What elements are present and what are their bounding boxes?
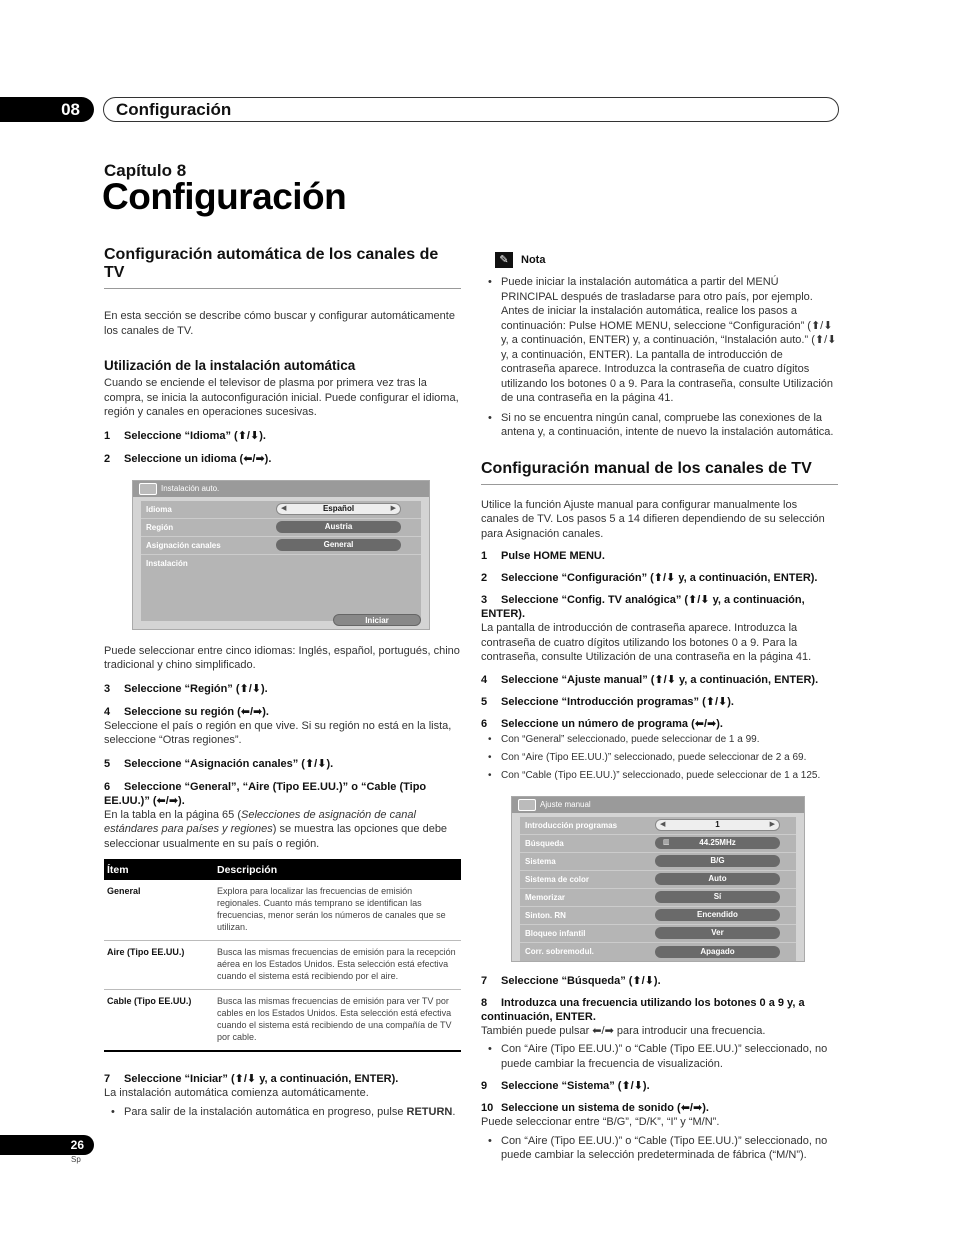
step-2: 2 Seleccione un idioma (⬅/➡).: [104, 452, 272, 465]
list-item: • Con “Aire (Tipo EE.UU.)” o “Cable (Tipo EE.UU.)” seleccionado, no puede cambiar la frecuencia de visualización.: [481, 1042, 838, 1071]
list-item: • Con “General” seleccionado, puede seleccionar de 1 a 99.: [481, 733, 838, 746]
step-3-text: La pantalla de introducción de contraseña aparece. Introduzca la contraseña de cuatro dígitos utilizando los botones 0 a 9. Para la contraseña, consulte Utilización de una contraseña en la página 41.: [481, 622, 812, 663]
step-8-text: También puede pulsar ⬅/➡ para introducir una frecuencia.: [481, 1024, 766, 1037]
osd-row-bloqueo[interactable]: Bloqueo infantil Ver: [520, 925, 796, 943]
arrow-left-icon[interactable]: ◀: [281, 505, 287, 512]
programa-selector[interactable]: ◀ 1 ▶: [655, 819, 780, 831]
step-6-bullets: [481, 733, 838, 782]
list-item: • Con “Cable (Tipo EE.UU.)” seleccionado, puede seleccionar de 1 a 125.: [481, 769, 838, 782]
region-value: Austria: [276, 521, 401, 533]
chapter-label: Capítulo 8: [104, 161, 187, 180]
page-language: Sp: [71, 1155, 81, 1164]
osd-row-region[interactable]: Región Austria: [141, 519, 421, 537]
asignacion-value: General: [276, 539, 401, 551]
osd-auto-install: [132, 480, 430, 630]
page-title: Configuración: [102, 176, 347, 217]
sub-intro: Cuando se enciende el televisor de plasma por primera vez tras la compra, se inicia la autoconfiguración inicial. Puede configurar el idioma, región y canales en operaciones sucesivas.: [104, 377, 459, 418]
page-number: 26: [0, 1135, 94, 1155]
number-keypad-icon: ▥: [663, 839, 670, 846]
step-9: 9 Seleccione “Sistema” (⬆/⬇).: [481, 1080, 650, 1092]
list-item: • Para salir de la instalación automática en progreso, pulse RETURN.: [104, 1105, 461, 1120]
osd-row-asignacion[interactable]: Asignación canales General: [141, 537, 421, 555]
osd-body: [520, 817, 796, 961]
osd-title-bar: Instalación auto.: [133, 481, 429, 497]
osd-row-sistema[interactable]: Sistema B/G: [520, 853, 796, 871]
idiomas-note: Puede seleccionar entre cinco idiomas: Inglés, español, portugués, chino tradicional y chino simplificado.: [104, 644, 460, 671]
chapter-header-bar: Configuración: [103, 97, 839, 122]
table-header-item: Ítem: [104, 859, 214, 880]
section-title-manual: Configuración manual de los canales de TV: [481, 460, 838, 485]
step-10-text: Puede seleccionar entre “B/G”, “D/K”, “I” y “M/N”.: [481, 1116, 720, 1128]
left-column: [104, 246, 461, 1119]
table-row: General Explora para localizar las frecuencias de emisión regionales. Cuanto más temprano se identifican las frecuencias, menor serán los números de canales que se utilizan.: [104, 880, 461, 941]
table-header-row: [104, 859, 461, 880]
list-item: • Puede iniciar la instalación automática a partir del MENÚ PRINCIPAL después de trasladarse para otro país, por ejemplo. Antes de iniciar la instalación automática, realice los pasos a continuación: Pulse HOME MENU, seleccione “Configuración” (⬆/⬇ y, a continuación, ENTER) y, a continuación, “Instalación auto.” (⬆/⬇ y, a continuación, ENTER). La pantalla de introducción de contraseña aparece. Introduzca la contraseña de cuatro dígitos utilizando los botones 0 a 9. Para la contraseña, consulte Utilización de una contraseña en la página 41.: [481, 275, 838, 406]
tv-icon: [518, 799, 536, 811]
chapter-number-tab: 08: [0, 97, 94, 122]
step-2: 2 Seleccione “Configuración” (⬆/⬇ y, a continuación, ENTER).: [481, 572, 818, 584]
table-row: Cable (Tipo EE.UU.) Busca las mismas frecuencias de emisión para ver TV por cables en los Estados Unidos. Esta selección está efectiva cuando el sistema está recibiendo de una compañía de TV por cable.: [104, 990, 461, 1052]
table-header-desc: Descripción: [214, 859, 461, 880]
step-4-text: Seleccione el país o región en que vive. Si su región no está en la lista, seleccione “Otras regiones”.: [104, 719, 452, 746]
osd-title-bar: Ajuste manual: [512, 797, 804, 813]
step-3: 3 Seleccione “Config. TV analógica” (⬆/⬇ y, a continuación, ENTER).: [481, 594, 805, 620]
list-item: • Si no se encuentra ningún canal, compruebe las conexiones de la antena y, a continuación, intente de nuevo la instalación automática.: [481, 411, 838, 440]
step-8-bullets: [481, 1042, 838, 1071]
table-row: Aire (Tipo EE.UU.) Busca las mismas frecuencias de emisión para la recepción aérea en los Estados Unidos. Esta selección está efectiva cuando el sistema está recibiendo por el aire.: [104, 941, 461, 990]
right-column: [481, 252, 838, 1163]
step-7-bullets: [104, 1105, 461, 1120]
step-6: 6 Seleccione “General”, “Aire (Tipo EE.UU.)” o “Cable (Tipo EE.UU.)” (⬅/➡).: [104, 780, 427, 807]
osd-row-color[interactable]: Sistema de color Auto: [520, 871, 796, 889]
idioma-selector[interactable]: ◀ Español ▶: [276, 503, 401, 515]
step-6: 6 Seleccione un número de programa (⬅/➡).: [481, 717, 723, 730]
channel-assignment-table: [104, 859, 461, 1052]
step-8: 8 Introduzca una frecuencia utilizando los botones 0 a 9 y, a continuación, ENTER.: [481, 996, 805, 1023]
list-item: • Con “Aire (Tipo EE.UU.)” o “Cable (Tipo EE.UU.)” seleccionado, no puede cambiar la selección predeterminada de fábrica (“M/N”).: [481, 1134, 838, 1163]
osd-row-busqueda[interactable]: Búsqueda ▥ 44.25MHz: [520, 835, 796, 853]
osd-row-sinton[interactable]: Sinton. RN Encendido: [520, 907, 796, 925]
step-7: 7 Seleccione “Búsqueda” (⬆/⬇).: [481, 974, 661, 987]
manual-intro: Utilice la función Ajuste manual para configurar manualmente los canales de TV. Los pasos 5 a 14 difieren dependiendo de su selección para Asignación canales.: [481, 498, 825, 540]
section-title-auto: Configuración automática de los canales de TV: [104, 246, 461, 289]
osd-row-corr[interactable]: Corr. sobremodul. Apagado: [520, 943, 796, 961]
step-4: 4 Seleccione “Ajuste manual” (⬆/⬇ y, a continuación, ENTER).: [481, 673, 819, 686]
arrow-left-icon[interactable]: ◀: [660, 821, 666, 828]
step-10: 10 Seleccione un sistema de sonido (⬅/➡).: [481, 1102, 709, 1114]
nota-heading: ✎ Nota: [481, 252, 838, 268]
list-item: • Con “Aire (Tipo EE.UU.)” seleccionado, puede seleccionar de 2 a 69.: [481, 751, 838, 764]
step-7: 7 Seleccione “Iniciar” (⬆/⬇ y, a continuación, ENTER).: [104, 1073, 399, 1085]
pencil-note-icon: ✎: [495, 252, 513, 268]
osd-body: [141, 501, 421, 625]
arrow-right-icon[interactable]: ▶: [390, 505, 396, 512]
osd-row-idioma[interactable]: Idioma ◀ Español ▶: [141, 501, 421, 519]
step-5: 5 Seleccione “Asignación canales” (⬆/⬇).: [104, 757, 334, 770]
arrow-right-icon[interactable]: ▶: [769, 821, 775, 828]
osd-manual-adjust: [511, 796, 805, 962]
nota-bullets: [481, 275, 838, 440]
subsection-title: Utilización de la instalación automática: [104, 358, 356, 373]
auto-intro: En esta sección se describe cómo buscar y configurar automáticamente los canales de TV.: [104, 310, 455, 337]
step-4: 4 Seleccione su región (⬅/➡).: [104, 705, 269, 718]
iniciar-button[interactable]: Iniciar: [333, 614, 421, 626]
osd-row-instalacion[interactable]: Instalación: [146, 559, 188, 568]
busqueda-value: ▥ 44.25MHz: [655, 837, 780, 849]
step-7-text: La instalación automática comienza automáticamente.: [104, 1087, 369, 1099]
tv-icon: [139, 483, 157, 495]
step-6-text: En la tabla en la página 65 (Selecciones de asignación de canal estándares para países y regiones) se muestra las opciones que debe seleccionar usualmente en su país o región.: [104, 808, 448, 850]
step-1: 1 Seleccione “Idioma” (⬆/⬇).: [104, 429, 266, 442]
step-1: 1 Pulse HOME MENU.: [481, 550, 605, 562]
step-5: 5 Seleccione “Introducción programas” (⬆/⬇).: [481, 695, 734, 708]
osd-row-introduccion[interactable]: Introducción programas ◀ 1 ▶: [520, 817, 796, 835]
step-3: 3 Seleccione “Región” (⬆/⬇).: [104, 682, 268, 695]
osd-row-memorizar[interactable]: Memorizar Sí: [520, 889, 796, 907]
step-10-bullets: [481, 1134, 838, 1163]
